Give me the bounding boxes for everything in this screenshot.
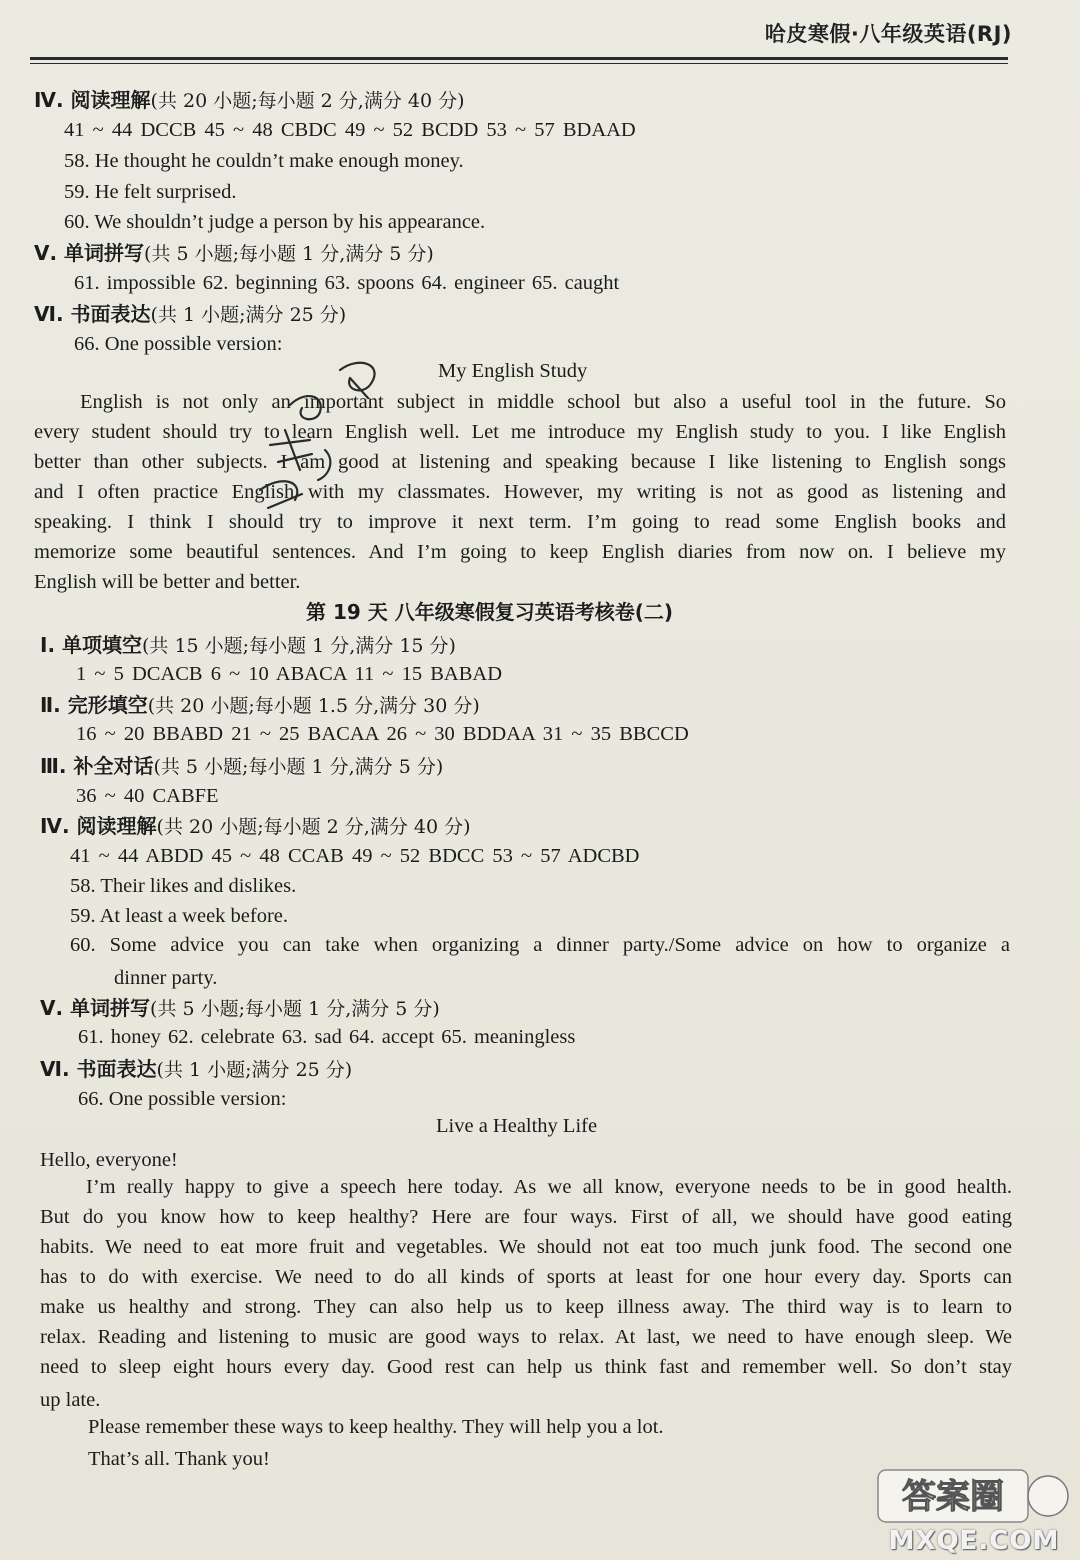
essay-line: That’s all. Thank you!: [88, 1448, 270, 1470]
section-heading-reading-2: Ⅳ. 阅读理解(共 20 小题;每小题 2 分,满分 40 分): [40, 814, 471, 838]
essay-line: habits. We need to eat more fruit and vegetables. We should not eat too much junk food. The second one: [40, 1236, 1012, 1258]
answer-60: 60. We shouldn’t judge a person by his appearance.: [64, 211, 486, 233]
section-heading-writing-2: Ⅵ. 书面表达(共 1 小题;满分 25 分): [40, 1057, 353, 1081]
essay-greeting: Hello, everyone!: [40, 1149, 178, 1171]
answer-60-b: 60. Some advice you can take when organizing a dinner party./Some advice on how to organize a: [70, 934, 1010, 956]
pencil-scribble: [250, 350, 410, 520]
section-heading-cloze: Ⅱ. 完形填空(共 20 小题;每小题 1.5 分,满分 30 分): [40, 693, 480, 717]
essay-title: My English Study: [438, 360, 588, 382]
essay-line: relax. Reading and listening to music are good ways to relax. At last, we need to have enough sleep. We: [40, 1326, 1012, 1348]
watermark: [874, 1464, 1074, 1556]
answer-58: 58. He thought he couldn’t make enough money.: [64, 150, 464, 172]
answer-59-b: 59. At least a week before.: [70, 905, 289, 927]
essay-line: But do you know how to keep healthy? Here are four ways. First of all, we should have good eating: [40, 1206, 1012, 1228]
answers-61-65-b: 61. honey 62. celebrate 63. sad 64. accept 65. meaningless: [78, 1026, 576, 1048]
section-heading-writing: Ⅵ. 书面表达(共 1 小题;满分 25 分): [34, 302, 347, 326]
answer-66: 66. One possible version:: [74, 333, 283, 355]
answers-16-35: 16 ~ 20 BBABD 21 ~ 25 BACAA 26 ~ 30 BDDAA 31 ~ 35 BBCCD: [76, 723, 689, 745]
section-heading-spelling-2: Ⅴ. 单词拼写(共 5 小题;每小题 1 分,满分 5 分): [40, 996, 440, 1020]
answer-66-b: 66. One possible version:: [78, 1088, 287, 1110]
section-heading-reading: Ⅳ. 阅读理解(共 20 小题;每小题 2 分,满分 40 分): [34, 88, 465, 112]
essay-line: I’m really happy to give a speech here today. As we all know, everyone needs to be in good health.: [86, 1176, 1012, 1198]
essay-line: English is not only an important subject in middle school but also a useful tool in the future. So: [80, 391, 1006, 413]
essay-line: better than other subjects. I am good at listening and speaking because I like listening to English songs: [34, 451, 1006, 473]
essay-line: every student should try to learn English well. Let me introduce my English study to you. I like English: [34, 421, 1006, 443]
answer-60-b-continued: dinner party.: [114, 967, 218, 989]
watermark-logo: [874, 1464, 1074, 1528]
essay-line: up late.: [40, 1389, 101, 1411]
essay-line: need to sleep eight hours every day. Good rest can help us think fast and remember well. So don’t stay: [40, 1356, 1012, 1378]
answer-58-b: 58. Their likes and dislikes.: [70, 875, 297, 897]
section-heading-spelling: Ⅴ. 单词拼写(共 5 小题;每小题 1 分,满分 5 分): [34, 241, 434, 265]
answers-36-40: 36 ~ 40 CABFE: [76, 785, 219, 807]
watermark-text: MXQE.COM: [888, 1526, 1060, 1556]
answers-41-57: 41 ~ 44 DCCB 45 ~ 48 CBDC 49 ~ 52 BCDD 53 ~ 57 BDAAD: [64, 119, 636, 141]
page-header-title: 哈皮寒假·八年级英语(RJ): [764, 22, 1012, 46]
answers-41-57-b: 41 ~ 44 ABDD 45 ~ 48 CCAB 49 ~ 52 BDCC 53 ~ 57 ADCBD: [70, 845, 640, 867]
answers-61-65: 61. impossible 62. beginning 63. spoons 64. engineer 65. caught: [74, 272, 620, 294]
essay-line: memorize some beautiful sentences. And I’m going to keep English diaries from now on. I believe my: [34, 541, 1006, 563]
watermark-logo-text: 答案圈: [902, 1477, 1004, 1517]
header-rule: [30, 57, 1008, 60]
essay-line: and I often practice English with my classmates. However, my writing is not as good as listening and: [34, 481, 1006, 503]
essay-line: make us healthy and strong. They can also help us to keep illness away. The third way is to learn to: [40, 1296, 1012, 1318]
answer-59: 59. He felt surprised.: [64, 181, 237, 203]
essay-line: Please remember these ways to keep healthy. They will help you a lot.: [88, 1416, 664, 1438]
answers-1-15: 1 ~ 5 DCACB 6 ~ 10 ABACA 11 ~ 15 BABAD: [76, 663, 503, 685]
essay-line: English will be better and better.: [34, 571, 301, 593]
essay-line: has to do with exercise. We need to do all kinds of sports at least for one hour every day. Sports can: [40, 1266, 1012, 1288]
section-heading-dialogue: Ⅲ. 补全对话(共 5 小题;每小题 1 分,满分 5 分): [40, 754, 444, 778]
essay-line: speaking. I think I should try to improve it next term. I’m going to read some English books and: [34, 511, 1006, 533]
header-rule-thin: [30, 63, 1008, 64]
section-heading-single-choice: Ⅰ. 单项填空(共 15 小题;每小题 1 分,满分 15 分): [40, 633, 456, 657]
day-19-title: 第 19 天 八年级寒假复习英语考核卷(二): [306, 600, 674, 624]
essay-title-2: Live a Healthy Life: [436, 1115, 598, 1137]
